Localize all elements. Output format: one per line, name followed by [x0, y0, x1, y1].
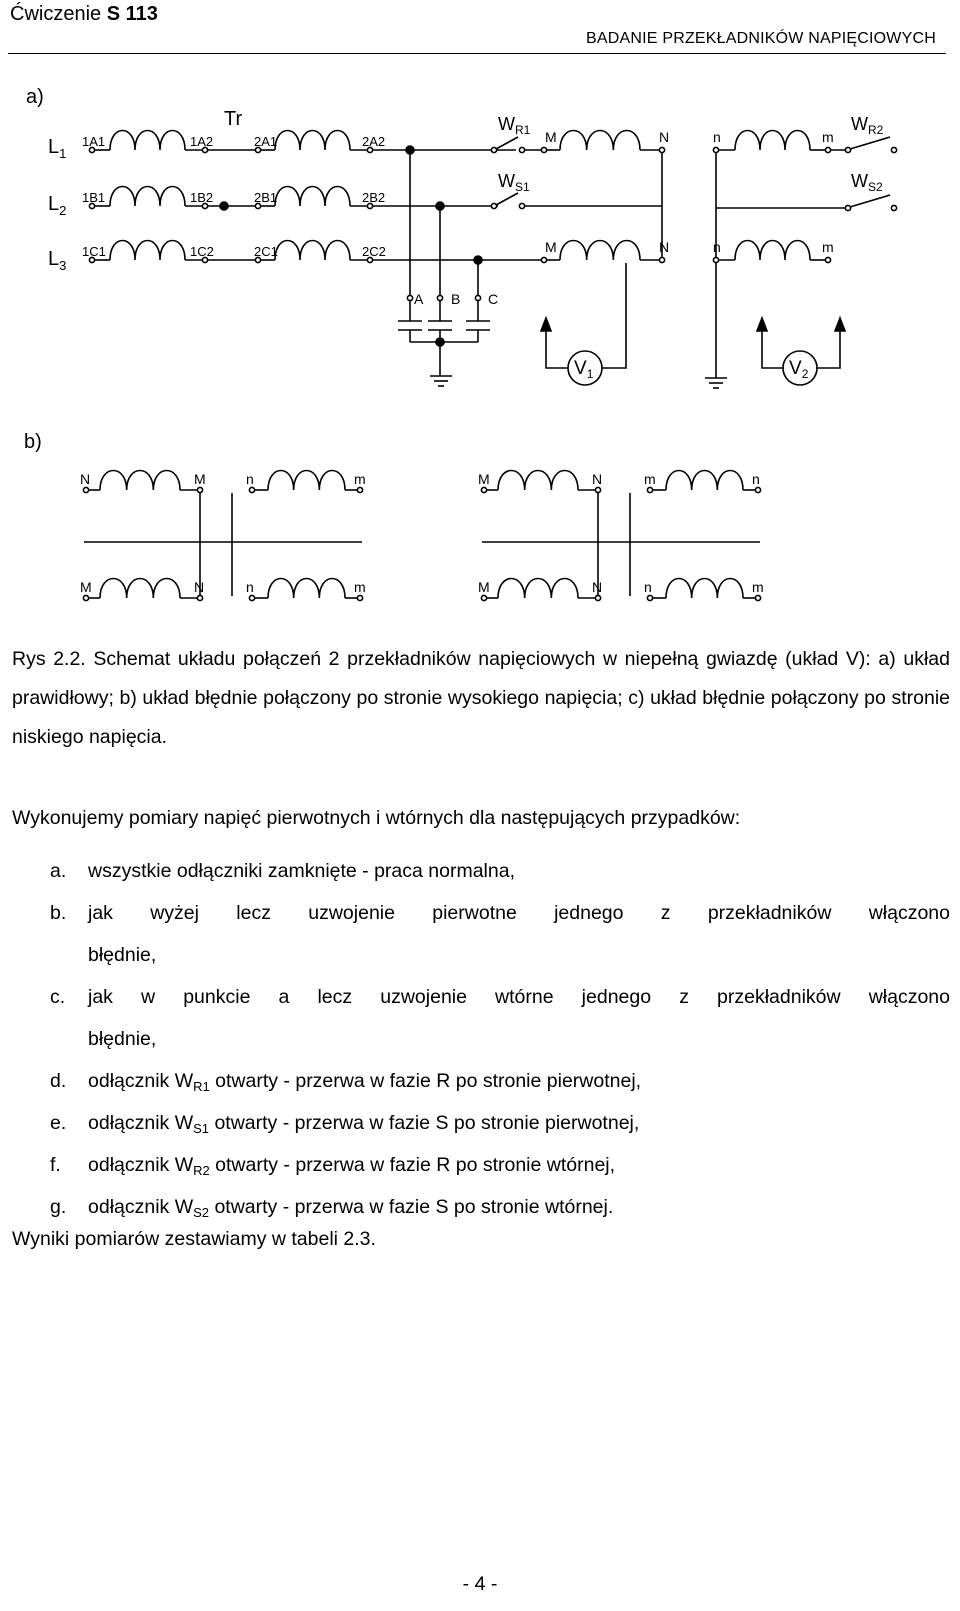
list-item: c. jak w punkcie a lecz uzwojenie wtórne jednego z przekładników włączono błędnie,	[50, 986, 950, 1050]
terminal-circle	[647, 595, 652, 600]
junction-dot	[436, 202, 444, 210]
terminal-1c2-label: 1C2	[190, 244, 214, 259]
terminal-circle	[481, 487, 486, 492]
b-right-top-label: n	[752, 471, 760, 487]
arrow-head	[757, 318, 767, 331]
winding-coil	[735, 241, 810, 261]
terminal-circle	[437, 295, 442, 300]
terminal-circle	[491, 147, 496, 152]
arrow-head	[835, 318, 845, 331]
wire	[602, 263, 626, 368]
terminal-circle	[83, 487, 88, 492]
switch-wr1-label: $W_{R1}$	[498, 114, 531, 137]
wire	[546, 330, 568, 368]
b-left-bottom-label: N	[194, 579, 205, 595]
list-item: g. odłącznik $W_{S2}$ otwarty - przerwa w fazie S po stronie wtórnej.	[50, 1196, 614, 1220]
switch-blade	[496, 193, 518, 205]
winding-coil	[275, 187, 350, 207]
b-left-bottom-label: m	[354, 579, 366, 595]
vt2-terminal-m-label: M	[545, 239, 557, 255]
list-item: a. wszystkie odłączniki zamknięte - praca normalna,	[50, 860, 516, 882]
terminal-circle	[357, 595, 362, 600]
terminal-circle	[713, 257, 718, 262]
arrow-head	[541, 318, 551, 331]
winding-coil	[110, 241, 185, 261]
exercise-title: Ćwiczenie S 113	[10, 3, 158, 25]
terminal-circle	[357, 487, 362, 492]
winding-coil	[100, 579, 180, 599]
voltmeter-v1-label: $V_1$	[574, 358, 594, 381]
terminal-circle	[755, 487, 760, 492]
results-note: Wyniki pomiarów zestawiamy w tabeli 2.3.	[12, 1228, 376, 1250]
terminal-circle	[595, 595, 600, 600]
vt2-terminal-n-small-label: n	[713, 239, 721, 255]
terminal-circle	[407, 295, 412, 300]
terminal-circle	[755, 595, 760, 600]
figure-caption: Rys 2.2. Schemat układu połączeń 2 przekładników napięciowych w niepełną gwiazdę (układ V): a) układ prawidłowy; b) układ błędnie połączony po stronie wysokiego napięcia; c) układ błędnie połączony po stronie niskiego napięcia.	[12, 648, 950, 748]
terminal-1b1-label: 1B1	[82, 190, 106, 205]
switch-blade	[496, 137, 518, 149]
terminal-2c1-label: 2C1	[254, 244, 278, 259]
terminal-1b2-label: 1B2	[190, 190, 214, 205]
terminal-circle	[83, 595, 88, 600]
b-right-bottom-label: m	[752, 579, 764, 595]
terminal-circle	[491, 203, 496, 208]
wire	[817, 330, 840, 368]
winding-coil	[498, 471, 578, 491]
switch-ws1-label: $W_{S1}$	[498, 171, 530, 194]
terminal-circle	[845, 205, 850, 210]
terminal-circle	[519, 147, 524, 152]
vt1-terminal-m-label: M	[545, 129, 557, 145]
terminal-circle	[541, 257, 546, 262]
terminal-circle	[481, 595, 486, 600]
b-left-top-label: N	[80, 471, 91, 487]
terminal-2b1-label: 2B1	[254, 190, 278, 205]
junction-dot	[474, 256, 482, 264]
b-left-top-label: m	[354, 471, 366, 487]
switch-blade	[850, 137, 890, 149]
line-l1-label: $L_1$	[48, 136, 67, 161]
exercise-number: S 113	[106, 3, 158, 25]
terminal-circle	[197, 595, 202, 600]
terminal-circle	[891, 205, 896, 210]
terminal-circle	[541, 147, 546, 152]
terminal-2a2-label: 2A2	[362, 134, 386, 149]
transformer-label: Tr	[224, 108, 243, 130]
terminal-1a2-label: 1A2	[190, 134, 214, 149]
page-number: - 4 -	[462, 1573, 498, 1595]
b-left-bottom-label: M	[80, 579, 92, 595]
terminal-circle	[197, 487, 202, 492]
b-right-top-label: N	[592, 471, 603, 487]
winding-coil	[275, 241, 350, 261]
switch-blade	[850, 195, 890, 207]
winding-coil	[735, 131, 810, 151]
capacitor-a-label: A	[414, 291, 424, 307]
b-right-top-label: m	[644, 471, 656, 487]
b-right-top-label: M	[478, 471, 490, 487]
b-left-top-label: n	[246, 471, 254, 487]
switch-ws2-label: $W_{S2}$	[851, 171, 883, 194]
terminal-circle	[475, 295, 480, 300]
circuit-terminals	[83, 146, 896, 601]
vt1-terminal-m-small-label: m	[822, 129, 834, 145]
terminal-circle	[519, 203, 524, 208]
terminal-1a1-label: 1A1	[82, 134, 106, 149]
switch-wr2-label: $W_{R2}$	[851, 114, 884, 137]
winding-coil	[268, 471, 345, 491]
list-item: d. odłącznik $W_{R1}$ otwarty - przerwa w fazie R po stronie pierwotnej,	[50, 1070, 642, 1094]
list-item: b. jak wyżej lecz uzwojenie pierwotne jednego z przekładników włączono błędnie,	[50, 902, 950, 966]
winding-coil	[498, 579, 578, 599]
measurement-intro: Wykonujemy pomiary napięć pierwotnych i wtórnych dla następujących przypadków:	[12, 807, 741, 829]
terminal-circle	[659, 257, 664, 262]
terminal-circle	[845, 147, 850, 152]
winding-coil	[110, 131, 185, 151]
figure-b-label: b)	[24, 431, 42, 453]
vt1-terminal-n-small-label: n	[713, 129, 721, 145]
voltmeter-v2-label: $V_2$	[789, 358, 809, 381]
vt2-terminal-m-small-label: m	[822, 239, 834, 255]
terminal-circle	[659, 147, 664, 152]
list-item: e. odłącznik $W_{S1}$ otwarty - przerwa w fazie S po stronie pierwotnej,	[50, 1112, 640, 1136]
terminal-circle	[713, 147, 718, 152]
b-left-top-label: M	[194, 471, 206, 487]
winding-coil	[666, 579, 743, 599]
winding-coil	[560, 241, 640, 261]
terminal-2a1-label: 2A1	[254, 134, 278, 149]
junction-dot	[406, 146, 414, 154]
winding-coil	[275, 131, 350, 151]
terminal-circle	[249, 595, 254, 600]
exercise-subject: BADANIE PRZEKŁADNIKÓW NAPIĘCIOWYCH	[586, 30, 936, 47]
b-right-bottom-label: n	[644, 579, 652, 595]
line-l2-label: $L_2$	[48, 193, 67, 218]
winding-coil	[268, 579, 345, 599]
terminal-2c2-label: 2C2	[362, 244, 386, 259]
measurement-cases-list	[12, 850, 950, 1228]
circuit-labels	[24, 86, 884, 595]
terminal-1c1-label: 1C1	[82, 244, 106, 259]
list-item: f. odłącznik $W_{R2}$ otwarty - przerwa w fazie R po stronie wtórnej,	[50, 1154, 616, 1178]
terminal-circle	[825, 257, 830, 262]
terminal-2b2-label: 2B2	[362, 190, 386, 205]
winding-coil	[666, 471, 743, 491]
junction-dot	[436, 338, 444, 346]
winding-coil	[100, 471, 180, 491]
vt2-terminal-n-label: N	[659, 239, 670, 255]
b-left-bottom-label: n	[246, 579, 254, 595]
vt1-terminal-n-label: N	[659, 129, 670, 145]
b-right-bottom-label: N	[592, 579, 603, 595]
terminal-circle	[891, 147, 896, 152]
winding-coil	[110, 187, 185, 207]
figure-a-label: a)	[26, 86, 44, 108]
terminal-circle	[647, 487, 652, 492]
page-header	[0, 0, 960, 56]
terminal-circle	[249, 487, 254, 492]
winding-coil	[560, 131, 640, 151]
capacitor-b-label: B	[451, 291, 461, 307]
header-rule	[8, 53, 946, 54]
wire	[762, 330, 783, 368]
terminal-circle	[595, 487, 600, 492]
junction-dot	[220, 202, 228, 210]
capacitor-c-label: C	[488, 291, 499, 307]
b-right-bottom-label: M	[478, 579, 490, 595]
terminal-circle	[825, 147, 830, 152]
line-l3-label: $L_3$	[48, 248, 67, 273]
circuit-figure	[0, 60, 960, 630]
